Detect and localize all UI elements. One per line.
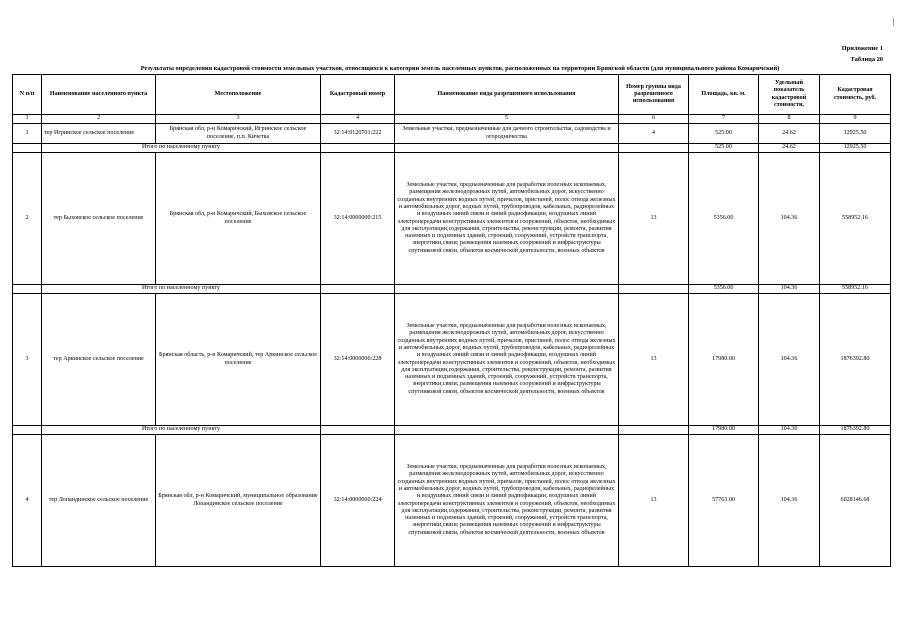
settlement-name: тер Игринское сельское поселение [42,124,156,144]
area-cell: 17980.00 [689,294,759,426]
cadastral-value-cell: 558952.16 [820,153,891,285]
appendix-label [842,43,883,65]
area-cell: 525.00 [689,124,759,144]
cadastral-number: 32:14:0120701:222 [321,124,395,144]
permitted-use: Земельные участки, предназначенные для разработки полезных ископаемых, размещения железнодорожных путей, автомобильных дорог, искусственно созданных внутренних водных путей, причалов, пристаней, полос отвода железных и автомобильных дорог, водных путей, трубопроводов, кабельных, радиорелейных и воздушных линий связи и линий радиофикации, воздушных линий электропередачи конструктивных элементов и сооружений, объектов, необходимых для эксплуатации,содержания, строительства, реконструкции, ремонта, развития наземных и подземных зданий, строений, сооружений, устройств транспорта, энергетики,связи; размещения наземных сооружений и инфраструктуры спутниковой связи, объектов космической деятельности, военных объектов [395,294,619,426]
permitted-use: Земельные участки, предназначенные для разработки полезных ископаемых, размещения железнодорожных путей, автомобильных дорог, искусственно созданных внутренних водных путей, причалов, пристаней, полос отвода железных и автомобильных дорог, водных путей, трубопроводов, кабельных, радиорелейных и воздушных линий связи и линий радиофикации, воздушных линий электропередачи конструктивных элементов и сооружений, объектов, необходимых для эксплуатации,содержания, строительства, реконструкции, ремонта, развития наземных и подземных зданий, строений, сооружений, устройств транспорта, энергетики,связи; размещения наземных сооружений и инфраструктуры спутниковой связи, объектов космической деятельности, военных объектов [395,435,619,567]
location-cell: Брянская область, р-н Комаричский, тер Аркинское сельское поселение [156,294,321,426]
column-number: 9 [820,115,891,124]
row-number: 3 [13,294,42,426]
location-cell: Брянская обл, р-н Комаричский, Игринское сельское поселение, п.п. Кичетка [156,124,321,144]
row-number: 2 [13,153,42,285]
column-number-row [13,115,891,124]
subtotal-row [13,426,891,435]
column-number: 3 [156,115,321,124]
table-row [13,435,891,567]
use-group: 4 [619,124,689,144]
subtotal-specific: 104.36 [759,426,820,435]
header-cell: Наименование вида разрешенного использования [395,75,619,115]
specific-value-cell: 104.36 [759,153,820,285]
subtotal-label: Итого по населенному пункту [42,144,321,153]
column-number: 5 [395,115,619,124]
appendix-line: Приложение 1 [841,45,883,52]
header-cell: Кадастровая стоимость, руб. [820,75,891,115]
area-cell: 57763.00 [689,435,759,567]
cadastral-value-cell: 6028146.68 [820,435,891,567]
subtotal-label: Итого по населенному пункту [42,426,321,435]
table-row [13,294,891,426]
permitted-use: Земельные участки, предназначенные для дачного строительства, садоводства и огородничества [395,124,619,144]
column-number: 7 [689,115,759,124]
cadastral-value-cell: 12925.50 [820,124,891,144]
cadastral-number: 32:14:0000000:224 [321,435,395,567]
column-number: 4 [321,115,395,124]
document-title: Результаты определения кадастровой стоимости земельных участков, относящихся к категории земель населенных пунктов, расположенных на территории Брянской области (для муниципального района Комаричский) [140,65,780,72]
settlement-name: тер Аркинское сельское поселение [42,294,156,426]
header-cell: Кадастровый номер [321,75,395,115]
subtotal-label: Итого по населенному пункту [42,285,321,294]
column-number: 1 [13,115,42,124]
column-number: 2 [42,115,156,124]
subtotal-row [13,285,891,294]
header-cell: N п/п [13,75,42,115]
subtotal-area: 17980.00 [689,426,759,435]
permitted-use: Земельные участки, предназначенные для разработки полезных ископаемых, размещения железнодорожных путей, автомобильных дорог, искусственно созданных внутренних водных путей, причалов, пристаней, полос отвода железных и автомобильных дорог, водных путей, трубопроводов, кабельных, радиорелейных и воздушных линий связи и линий радиофикации, воздушных линий электропередачи конструктивных элементов и сооружений, объектов, необходимых для эксплуатации,содержания, строительства, реконструкции, ремонта, развития наземных и подземных зданий, строений, сооружений, устройств транспорта, энергетики,связи; размещения наземных сооружений и инфраструктуры спутниковой связи, объектов космической деятельности, военных объектов [395,153,619,285]
header-cell: Площадь, кв. м. [689,75,759,115]
settlement-name: тер Быховское сельское поселение [42,153,156,285]
cadastral-value-cell: 1876392.80 [820,294,891,426]
header-cell: Наименование населенного пункта [42,75,156,115]
use-group: 13 [619,153,689,285]
location-cell: Брянская обл, р-н Комаричский, муниципальное образование Лопандинское сельское поселение [156,435,321,567]
header-cell: Номер группы вида разрешенного использования [619,75,689,115]
use-group: 13 [619,435,689,567]
subtotal-row [13,144,891,153]
subtotal-value: 558952.16 [820,285,891,294]
valuation-table [12,74,891,567]
row-number: 1 [13,124,42,144]
subtotal-area: 5356.00 [689,285,759,294]
table-number: Таблица 20 [850,56,883,63]
page-mark: | [893,17,895,26]
header-row [13,75,891,115]
subtotal-value: 1876392.80 [820,426,891,435]
table-row [13,153,891,285]
specific-value-cell: 104.36 [759,294,820,426]
area-cell: 5356.00 [689,153,759,285]
row-number: 4 [13,435,42,567]
column-number: 8 [759,115,820,124]
subtotal-specific: 24.62 [759,144,820,153]
use-group: 13 [619,294,689,426]
location-cell: Брянская обл, р-н Комаричский, Быховское сельское поселение [156,153,321,285]
specific-value-cell: 24.62 [759,124,820,144]
header-cell: Местоположение [156,75,321,115]
header-cell: Удельный показатель кадастровой стоимости, [759,75,820,115]
subtotal-specific: 104.36 [759,285,820,294]
subtotal-area: 525.00 [689,144,759,153]
cadastral-number: 32:14:0000000:228 [321,294,395,426]
column-number: 6 [619,115,689,124]
cadastral-number: 32:14:0000000:215 [321,153,395,285]
table-row [13,124,891,144]
settlement-name: тер Лопандинское сельское поселение [42,435,156,567]
subtotal-value: 12925.50 [820,144,891,153]
specific-value-cell: 104.36 [759,435,820,567]
